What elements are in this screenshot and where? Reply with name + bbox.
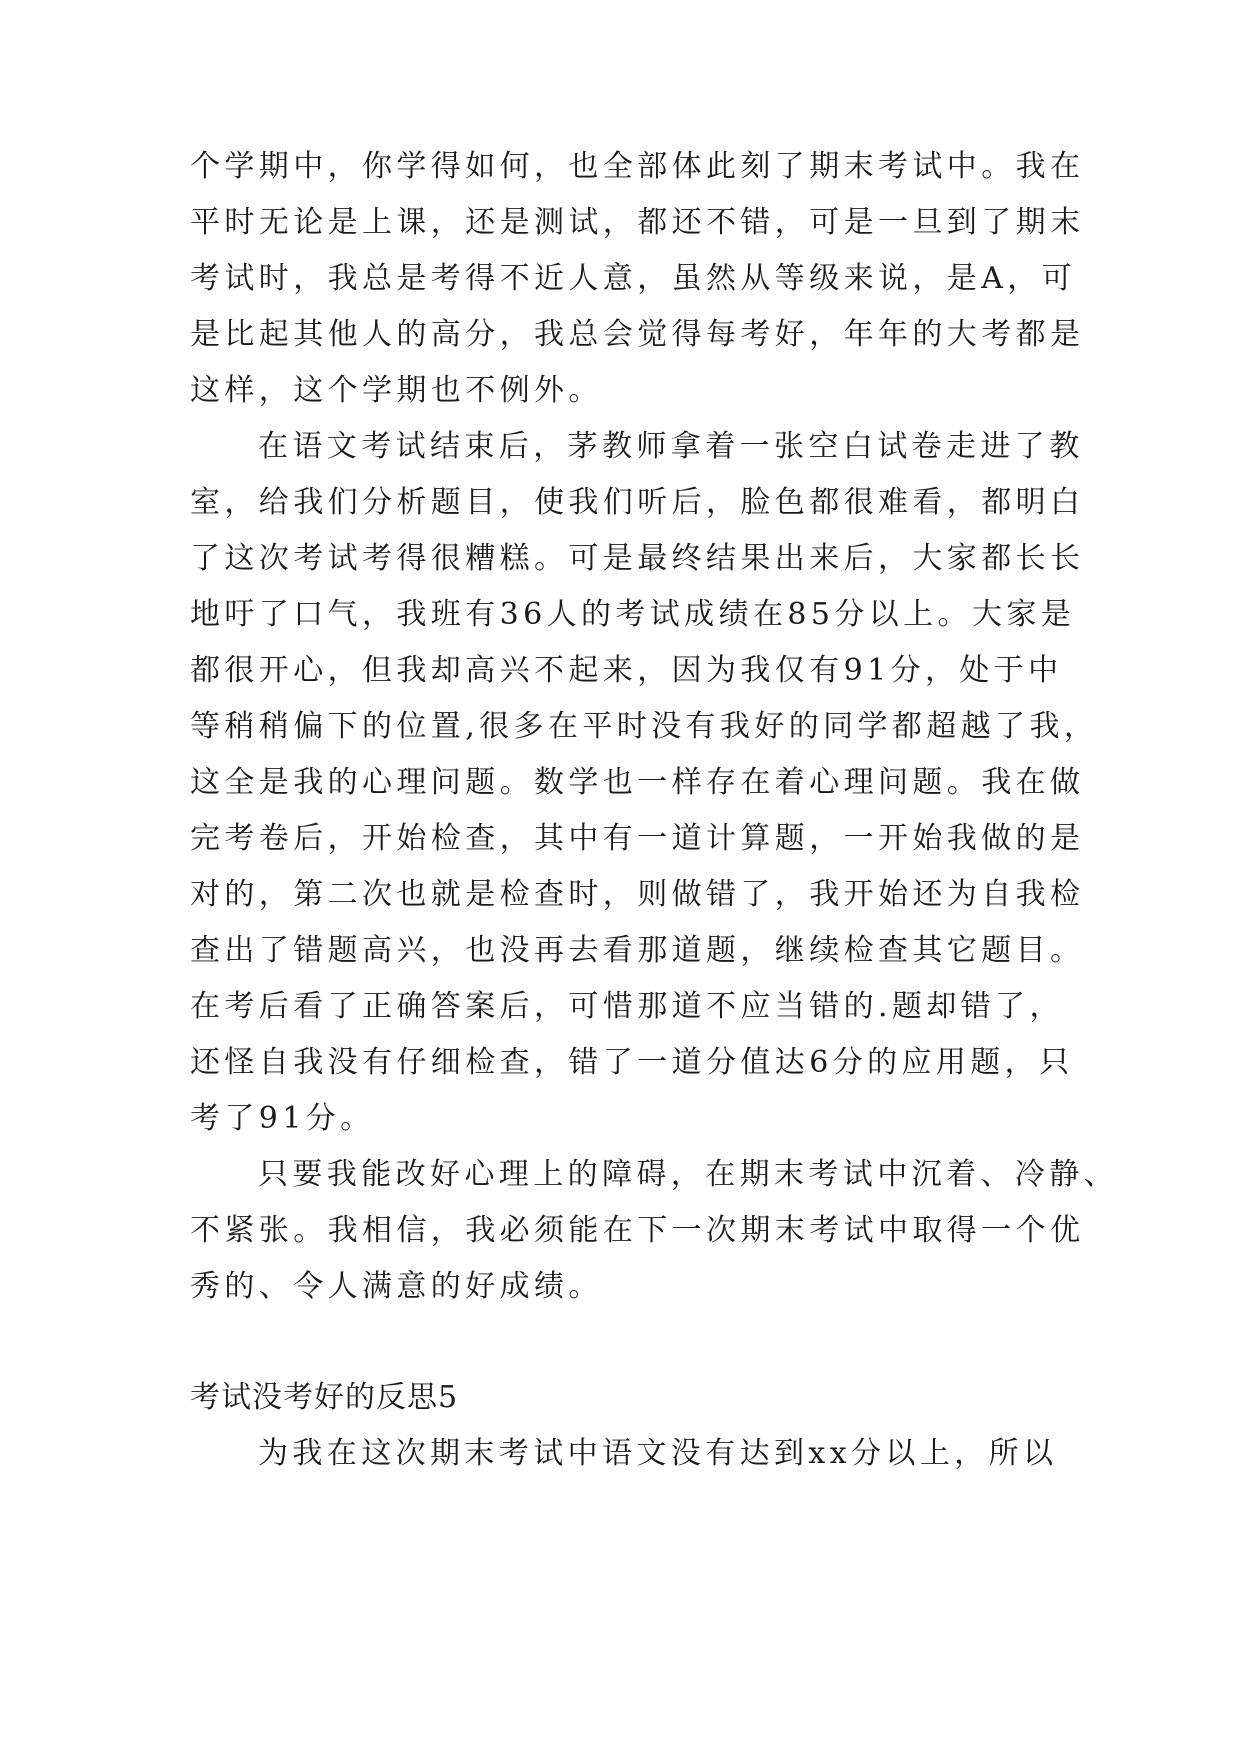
text-line: 在考后看了正确答案后，可惜那道不应当错的.题却错了， (190, 989, 1064, 1024)
text-line: 考试时，我总是考得不近人意，虽然从等级来说，是A，可 (190, 261, 1077, 296)
text-line: 室，给我们分析题目，使我们听后，脸色都很难看，都明白 (190, 485, 1085, 520)
text-line: 个学期中，你学得如何，也全部体此刻了期末考试中。我在 (190, 149, 1085, 184)
text-line: 这全是我的心理问题。数学也一样存在着心理问题。我在做 (190, 765, 1085, 800)
text-line: 秀的、令人满意的好成绩。 (190, 1269, 603, 1304)
text-line: 都很开心，但我却高兴不起来，因为我仅有91分，处于中 (190, 653, 1063, 688)
text-line: 考了91分。 (190, 1101, 375, 1136)
text-line: 为我在这次期末考试中语文没有达到xx分以上，所以 (258, 1436, 1058, 1471)
text-line: 对的，第二次也就是检查时，则做错了，我开始还为自我检 (190, 877, 1085, 912)
text-line: 等稍稍偏下的位置,很多在平时没有我好的同学都超越了我， (190, 709, 1099, 744)
section-heading: 考试没考好的反思5 (190, 1380, 459, 1415)
text-line: 在语文考试结束后，茅教师拿着一张空白试卷走进了教 (258, 429, 1084, 464)
text-line: 查出了错题高兴，也没再去看那道题，继续检查其它题目。 (190, 933, 1085, 968)
text-line: 只要我能改好心理上的障碍，在期末考试中沉着、冷静、 (258, 1157, 1118, 1192)
text-line: 是比起其他人的高分，我总会觉得每考好，年年的大考都是 (190, 317, 1085, 352)
text-line: 了这次考试考得很糟糕。可是最终结果出来后，大家都长长 (190, 541, 1085, 576)
text-line: 不紧张。我相信，我必须能在下一次期末考试中取得一个优 (190, 1213, 1085, 1248)
text-line: 这样，这个学期也不例外。 (190, 373, 603, 408)
text-line: 平时无论是上课，还是测试，都还不错，可是一旦到了期末 (190, 205, 1085, 240)
text-line: 地吁了口气，我班有36人的考试成绩在85分以上。大家是 (190, 597, 1076, 632)
text-line: 还怪自我没有仔细检查，错了一道分值达6分的应用题，只 (190, 1045, 1074, 1080)
text-line: 完考卷后，开始检查，其中有一道计算题，一开始我做的是 (190, 821, 1085, 856)
